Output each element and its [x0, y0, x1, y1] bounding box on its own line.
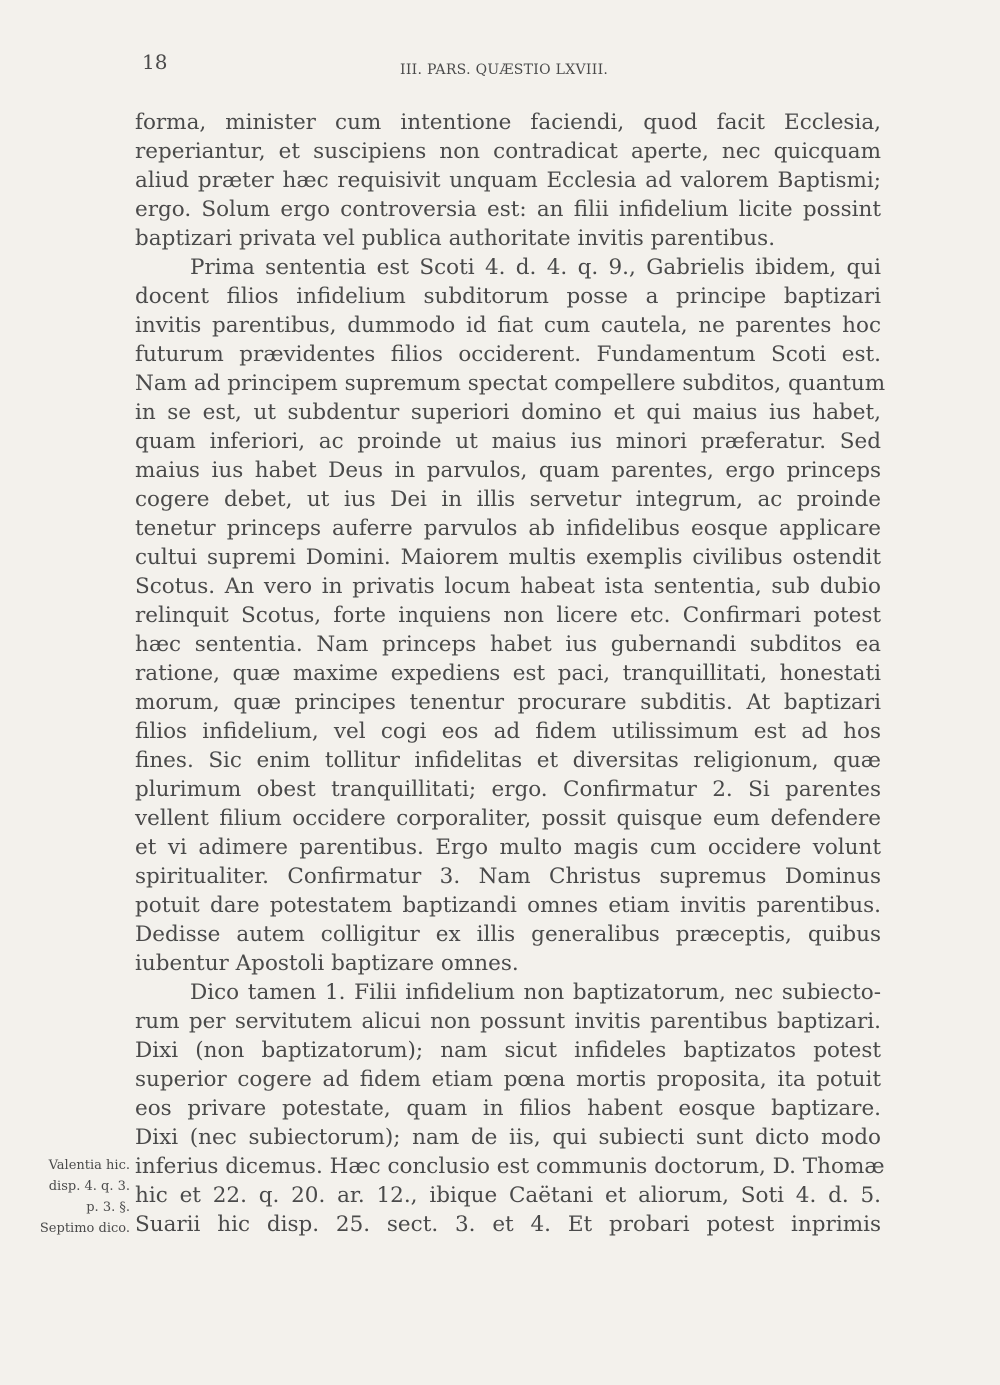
text-line: ratione, quæ maxime expediens est paci, tranquillitati, honestati [135, 661, 881, 686]
text-line: filios infidelium, vel cogi eos ad fidem utilissimum est ad hos [135, 719, 881, 744]
text-line: invitis parentibus, dummodo id fiat cum cautela, ne parentes hoc [135, 313, 881, 338]
text-line: forma, minister cum intentione faciendi, quod facit Ecclesia, [135, 110, 881, 135]
text-line: cogere debet, ut ius Dei in illis servetur integrum, ac proinde [135, 487, 881, 512]
text-line: Suarii hic disp. 25. sect. 3. et 4. Et probari potest inprimis [135, 1212, 881, 1237]
text-line: futurum prævidentes filios occiderent. Fundamentum Scoti est. [135, 342, 881, 367]
text-line: quam inferiori, ac proinde ut maius ius minori præferatur. Sed [135, 429, 881, 454]
margin-note [18, 1155, 130, 1239]
text-line: aliud præter hæc requisivit unquam Ecclesia ad valorem Baptismi; [135, 168, 881, 193]
running-title: III. PARS. QUÆSTIO LXVIII. [400, 62, 609, 78]
text-line: vellent filium occidere corporaliter, possit quisque eum defendere [135, 806, 881, 831]
text-line: Prima sententia est Scoti 4. d. 4. q. 9., Gabrielis ibidem, qui [190, 255, 881, 280]
body-text [135, 108, 886, 1239]
text-line: Nam ad principem supremum spectat compellere subditos, quantum [135, 371, 886, 396]
text-line: cultui supremi Domini. Maiorem multis exemplis civilibus ostendit [135, 545, 881, 570]
text-line: relinquit Scotus, forte inquiens non licere etc. Confirmari potest [135, 603, 881, 628]
text-line: reperiantur, et suscipiens non contradicat aperte, nec quicquam [135, 139, 881, 164]
margin-note-line: disp. 4. q. 3. [48, 1179, 130, 1194]
margin-note-line: Septimo dico. [39, 1221, 130, 1236]
text-line: fines. Sic enim tollitur infidelitas et diversitas religionum, quæ [135, 748, 881, 773]
text-line: hic et 22. q. 20. ar. 12., ibique Caëtani et aliorum, Soti 4. d. 5. [135, 1183, 881, 1208]
text-line: hæc sententia. Nam princeps habet ius gubernandi subditos ea [135, 632, 881, 657]
text-line: Dico tamen 1. Filii infidelium non baptizatorum, nec subiecto- [190, 980, 881, 1005]
text-line: rum per servitutem alicui non possunt invitis parentibus baptizari. [135, 1009, 881, 1034]
text-line: morum, quæ principes tenentur procurare subditis. At baptizari [135, 690, 881, 715]
text-line: Dixi (non baptizatorum); nam sicut infideles baptizatos potest [135, 1038, 881, 1063]
text-line: docent filios infidelium subditorum posse a principe baptizari [135, 284, 881, 309]
text-line: inferius dicemus. Hæc conclusio est communis doctorum, D. Thomæ [135, 1154, 885, 1179]
text-line: eos privare potestate, quam in filios habent eosque baptizare. [135, 1096, 881, 1121]
text-line: Dixi (nec subiectorum); nam de iis, qui subiecti sunt dicto modo [135, 1125, 881, 1150]
margin-note-line: p. 3. §. [86, 1200, 130, 1215]
text-line: maius ius habet Deus in parvulos, quam parentes, ergo princeps [135, 458, 881, 483]
margin-note-line: Valentia hic. [48, 1158, 130, 1173]
page-number: 18 [142, 50, 168, 74]
text-line: superior cogere ad fidem etiam pœna mortis proposita, ita potuit [135, 1067, 881, 1092]
text-line: plurimum obest tranquillitati; ergo. Confirmatur 2. Si parentes [135, 777, 881, 802]
text-line: potuit dare potestatem baptizandi omnes etiam invitis parentibus. [135, 893, 881, 918]
text-line: Dedisse autem colligitur ex illis generalibus præceptis, quibus [135, 922, 881, 947]
text-line: iubentur Apostoli baptizare omnes. [135, 951, 519, 976]
text-line: et vi adimere parentibus. Ergo multo magis cum occidere volunt [135, 835, 881, 860]
text-line: baptizari privata vel publica authoritate invitis parentibus. [135, 226, 776, 251]
text-line: in se est, ut subdentur superiori domino et qui maius ius habet, [135, 400, 881, 425]
text-line: spiritualiter. Confirmatur 3. Nam Christus supremus Dominus [135, 864, 881, 889]
text-line: Scotus. An vero in privatis locum habeat ista sententia, sub dubio [135, 574, 881, 599]
text-line: ergo. Solum ergo controversia est: an filii infidelium licite possint [135, 197, 881, 222]
text-line: tenetur princeps auferre parvulos ab infidelibus eosque applicare [135, 516, 881, 541]
